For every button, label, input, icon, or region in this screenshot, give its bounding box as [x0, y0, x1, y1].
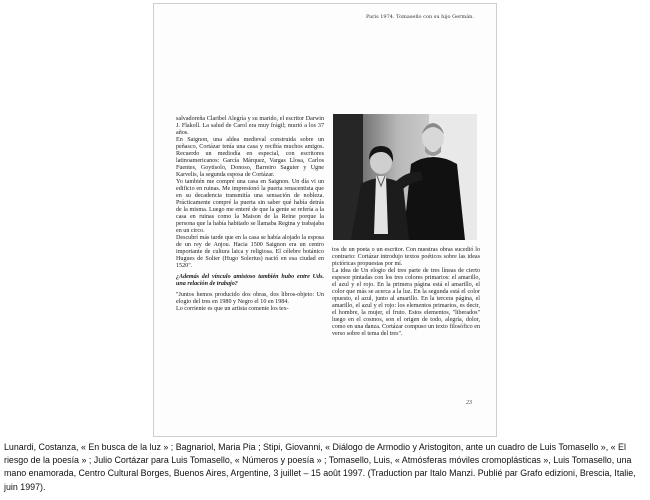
paragraph: tos de un poeta o un escritor. Con nuestras obras sucedió lo contrario: Cortázar introdujo textos poéticos sobre las ideas pictóricas propuestas por mí. — [332, 247, 480, 267]
paragraph: Lo corriente es que un artista comente los tex- — [176, 306, 289, 312]
paragraph: salvadoreña Claribel Alegría y su marido, el escritor Darwin J. Flakoll. La salud de Carol era muy frágil; murió a los 37 años. — [176, 116, 324, 136]
page-number: 23 — [466, 400, 472, 406]
citation-caption: Lunardi, Costanza, « En busca de la luz » ; Bagnariol, Maria Pia ; Stipi, Giovanni, « Diálogo de Armodio y Aristogiton, ante un cuadro de Luis Tomasello », « El riesgo de la poesía » ; Julio Cortázar para Luis Tomasello, « Números y poesía » ; Tomasello, Luis, « Atmósferas móviles cromoplásticas », Luis Tomasello, una mano enamorada, Centro Cultural Borges, Buenos Aires, Argentine, 3 juillet – 15 août 1997. (Traduction par Italo Manzi. Publié par Grafo edizioni, Brescia, Italie, juin 1997). — [4, 442, 636, 492]
scanned-page — [153, 3, 497, 437]
page-header: Paris 1974. Tomasello con su hijo Germán. — [365, 14, 474, 20]
paragraph: En Saignon, una aldea medieval construida sobre un peñasco, Cortázar tenía una casa y recibía muchos amigos. Recuerdo un mediodía en especial, con escritores latinoamericanos: García Márquez, Vargas Llosa, Carlos Fuentes, Goytisolo, Donoso, Barreiro Saguier y Ugne Karvelis, la segunda esposa de Cortázar. — [176, 137, 324, 178]
paragraph: Yo también me compré una casa en Saignon. Un día vi un edificio en ruinas. Me impresionó la puerta renacentista que en su decadencia transmitía una sensación de nobleza. Prácticamente compré la puerta sin saber qué había detrás de la misma. Luego me enteré de que la gente se refería a la casa en ruinas como la Maison de la Reine porque la persona que la había habitado se llamaba Regina y trabajaba en un circo. — [176, 179, 324, 234]
right-text-column — [332, 247, 480, 338]
left-text-column — [176, 116, 324, 313]
interview-question: ¿Además del vínculo amistoso también hubo entre Uds. una relación de trabajo? — [176, 274, 324, 287]
paragraph: "Juntos hemos producido dos obras, dos libros-objeto: Un elogio del tres en 1980 y Negro el 10 en 1984. — [176, 292, 324, 305]
paragraph: Descubrí más tarde que en la casa se había alojado la esposa de un rey de Anjou. Hacia 1500 Saignon era un centro importante de cultura laica y religiosa. El célebre botánico Hugues de Solier (Hugo Solerius) nació en esa ciudad en 1520". — [176, 235, 324, 269]
photo-tomasello-and-son — [333, 114, 477, 240]
paragraph: La idea de Un elogio del tres parte de tres líneas de cierto espesor pintadas con los tres colores primarios: el amarillo, el azul y el rojo. En la primera página está el amarillo, el color que más se acerca a la luz. En la segunda está el color opuesto, el azul, junto al amarillo. En la tercera página, el amarillo, el azul y el rojo: los elementos primarios, es decir, el hombre, la mujer, el fruto. Estos elementos, "liberados" luego en el cosmos, son el origen de todo, alegría, dolor, como en una danza. Cortázar compuso un texto filosófico en verso sobre el tema del tres". — [332, 268, 480, 337]
